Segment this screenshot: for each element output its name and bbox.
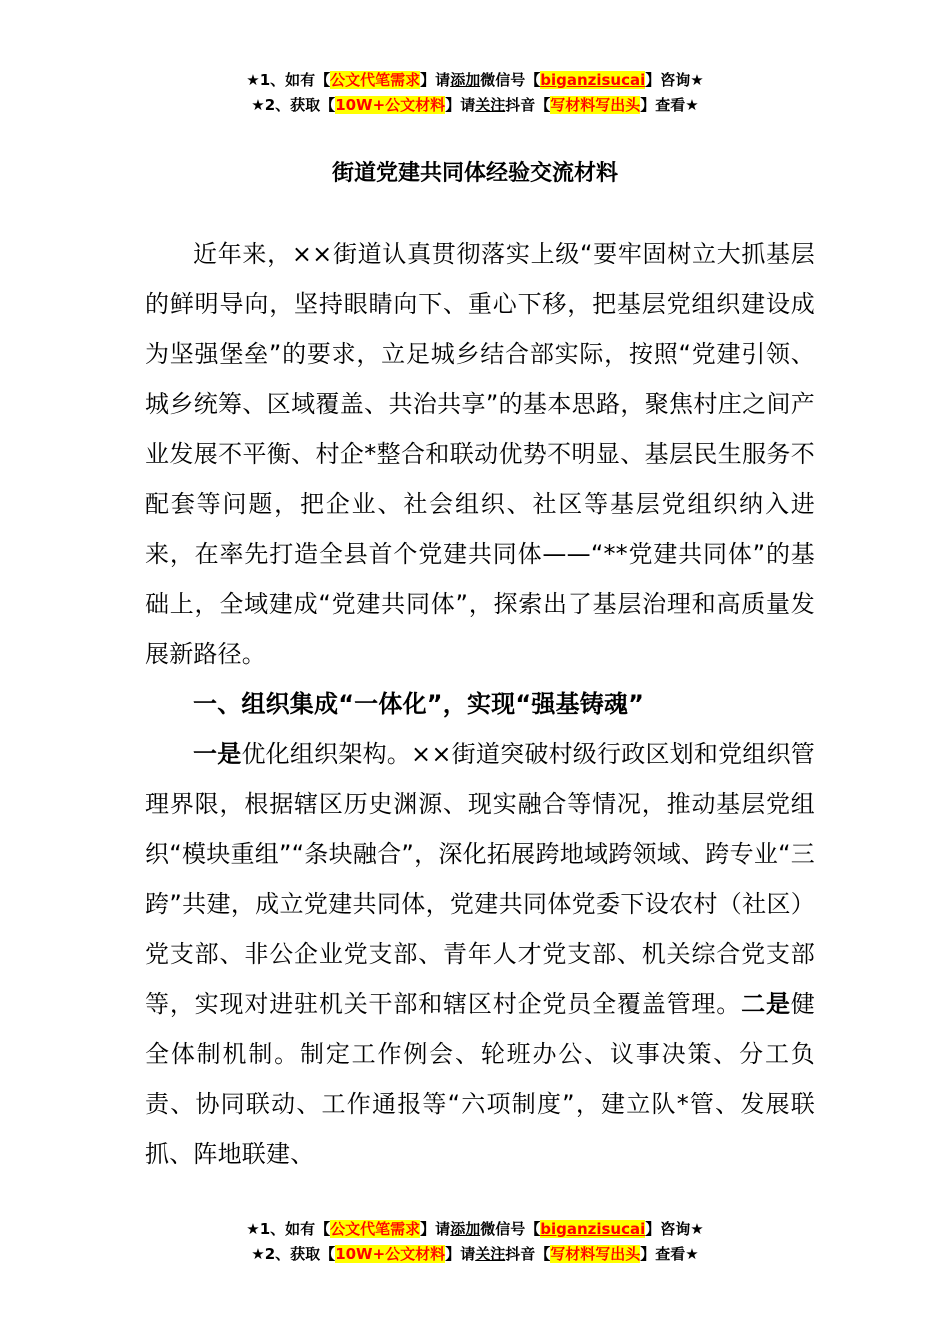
promo-highlight-materials: 10W+公文材料	[335, 1245, 446, 1263]
promo-text: 】请	[420, 1220, 451, 1238]
promo-line-2	[0, 93, 950, 118]
promo-text: 】请	[420, 71, 451, 89]
intro-paragraph: 近年来，××街道认真贯彻落实上级“要牢固树立大抓基层的鲜明导向，坚持眼睛向下、重心下移，把基层党组织建设成为坚强堡垒”的要求，立足城乡结合部实际，按照“党建引领、城乡统筹、区域覆盖、共治共享”的基本思路，聚焦村庄之间产业发展不平衡、村企*整合和联动优势不明显、基层民生服务不配套等问题，把企业、社会组织、社区等基层党组织纳入进来，在率先打造全县首个党建共同体——“**党建共同体”的基础上，全域建成“党建共同体”，探索出了基层治理和高质量发展新路径。	[145, 240, 815, 668]
section-heading-1: 一、组织集成“一体化”，实现“强基铸魂”	[193, 690, 645, 718]
promo-text: 】查看★	[640, 96, 699, 114]
promo-text: ★1、如有【	[246, 71, 331, 89]
promo-highlight-materials: 10W+公文材料	[335, 96, 446, 114]
promo-highlight-douyin-account: 写材料写出头	[550, 1245, 641, 1263]
promo-footer	[0, 1217, 950, 1267]
promo-underline-follow: 关注	[475, 96, 506, 114]
promo-text: 】查看★	[640, 1245, 699, 1263]
promo-text: 微信号【	[480, 71, 541, 89]
point-text-2: 健全体制机制。制定工作例会、轮班办公、议事决策、分工负责、协同联动、工作通报等“六项制度”，建立队*管、发展联抓、阵地联建、	[145, 990, 815, 1168]
promo-text: ★2、获取【	[251, 96, 336, 114]
promo-text: ★2、获取【	[251, 1245, 336, 1263]
promo-highlight-wechat-id: biganzisucai	[540, 71, 646, 89]
promo-highlight-douyin-account: 写材料写出头	[550, 96, 641, 114]
promo-highlight-wechat-id: biganzisucai	[540, 1220, 646, 1238]
promo-text: ★1、如有【	[246, 1220, 331, 1238]
promo-text: 】咨询★	[645, 71, 704, 89]
body-paragraph	[145, 729, 815, 1179]
promo-text: 】咨询★	[645, 1220, 704, 1238]
promo-highlight-writing-service: 公文代笔需求	[330, 71, 421, 89]
promo-line-2	[0, 1242, 950, 1267]
promo-underline-add: 添加	[450, 71, 481, 89]
promo-text: 】请	[445, 1245, 476, 1263]
document-title: 街道党建共同体经验交流材料	[331, 161, 618, 186]
promo-text: 微信号【	[480, 1220, 541, 1238]
point-lead-1: 一是	[193, 740, 242, 768]
promo-line-1	[0, 1217, 950, 1242]
promo-text: 抖音【	[505, 1245, 551, 1263]
promo-line-1	[0, 68, 950, 93]
promo-text: 】请	[445, 96, 476, 114]
point-text-1: 优化组织架构。××街道突破村级行政区划和党组织管理界限，根据辖区历史渊源、现实融合等情况，推动基层党组织“模块重组”“条块融合”，深化拓展跨地域跨领域、跨专业“三跨”共建，成立党建共同体，党建共同体党委下设农村（社区）党支部、非公企业党支部、青年人才党支部、机关综合党支部等，实现对进驻机关干部和辖区村企党员全覆盖管理。	[145, 740, 815, 1018]
promo-text: 抖音【	[505, 96, 551, 114]
promo-underline-follow: 关注	[475, 1245, 506, 1263]
document-body	[145, 229, 815, 1179]
promo-underline-add: 添加	[450, 1220, 481, 1238]
promo-highlight-writing-service: 公文代笔需求	[330, 1220, 421, 1238]
point-lead-2: 二是	[741, 990, 791, 1018]
promo-header	[0, 68, 950, 118]
